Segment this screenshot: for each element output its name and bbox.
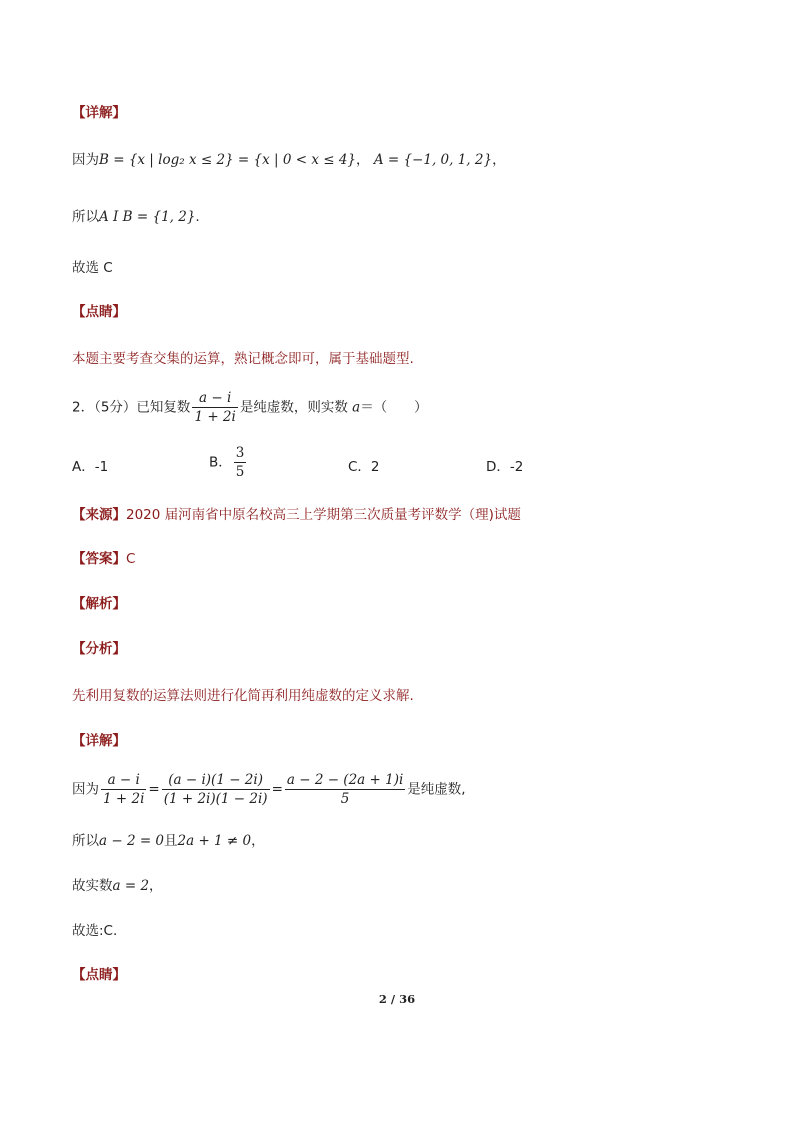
condition-2: 2a + 1 ≠ 0	[177, 833, 252, 849]
analysis-heading	[72, 595, 126, 613]
answer-tag: 【答案】	[72, 551, 126, 567]
equals-sign: =	[148, 781, 160, 798]
source-tag: 【来源】	[72, 507, 126, 523]
option-a: A．-1	[72, 459, 109, 475]
fraction-3-numerator: a − 2 − (2a + 1)i	[286, 772, 404, 788]
line-prefix: 因为	[72, 781, 99, 798]
condition-line	[72, 832, 265, 850]
detail-tag: 【详解】	[72, 733, 126, 749]
option-d: D．-2	[486, 459, 524, 475]
answer-text: C	[126, 551, 136, 567]
detail-heading	[72, 104, 126, 122]
line-end: ，	[149, 878, 163, 894]
set-a-formula: A = {−1, 0, 1, 2}	[373, 152, 493, 168]
fraction-numerator: a − i	[192, 390, 237, 408]
separator: ，	[356, 152, 370, 168]
line-end: ，	[492, 152, 506, 168]
question-prefix: 2．（5分）已知复数	[72, 399, 191, 416]
page-number: 2 / 36	[378, 992, 416, 1006]
detail-heading-2	[72, 732, 126, 750]
set-b-formula: B = {x | log₂ x ≤ 2} = {x | 0 < x ≤ 4}	[99, 152, 357, 168]
fraction-3-denominator: 5	[340, 791, 350, 807]
line-prefix: 所以	[72, 833, 99, 849]
source-text: 2020 届河南省中原名校高三上学期第三次质量考评数学（理)试题	[126, 507, 521, 523]
comment-heading-2	[72, 966, 126, 984]
option-b-denominator: 5	[235, 464, 245, 480]
condition-1: a − 2 = 0	[99, 833, 165, 849]
comment-tag: 【点睛】	[72, 967, 126, 983]
line-end: 是纯虚数,	[407, 781, 466, 798]
comment-tag: 【点睛】	[72, 304, 126, 320]
question-middle: 是纯虚数，则实数	[239, 399, 348, 416]
comment-text: 本题主要考查交集的运算，熟记概念即可，属于基础题型.	[72, 351, 414, 367]
fraction-denominator: 1 + 2i	[194, 409, 236, 425]
fraction-3	[285, 772, 405, 807]
line-prefix: 因为	[72, 152, 99, 168]
option-b-fraction	[234, 445, 247, 480]
line-prefix: 所以	[72, 209, 99, 225]
intersection-formula: A I B = {1, 2}	[99, 209, 196, 225]
fraction-1-denominator: 1 + 2i	[103, 791, 145, 807]
conjunction: 且	[164, 833, 178, 849]
equals-sign: =	[271, 781, 283, 798]
option-b-numerator: 3	[235, 445, 245, 461]
option-b-label: B．	[209, 454, 232, 471]
fenxi-tag: 【分析】	[72, 641, 126, 657]
choice-line-2: 故选:C.	[72, 923, 118, 939]
source-line	[72, 506, 521, 524]
option-b	[209, 445, 248, 480]
intersection-line	[72, 208, 200, 226]
line-end: .	[195, 209, 200, 225]
fenxi-text: 先利用复数的运算法则进行化简再利用纯虚数的定义求解.	[72, 688, 414, 704]
fraction-1-numerator: a − i	[101, 772, 146, 790]
answer-line	[72, 550, 135, 568]
choice-line: 故选 C	[72, 260, 113, 276]
fraction-1	[101, 772, 146, 807]
result-formula: a = 2	[112, 878, 150, 894]
detail-tag: 【详解】	[72, 105, 126, 121]
fraction-2	[162, 772, 270, 807]
fenxi-heading	[72, 640, 126, 658]
question-end: ＝（ ）	[360, 399, 428, 416]
question-2	[72, 390, 428, 425]
analysis-tag: 【解析】	[72, 596, 126, 612]
comment-heading	[72, 303, 126, 321]
result-line	[72, 877, 163, 895]
simplification-line	[72, 772, 466, 807]
option-c: C．2	[348, 459, 380, 475]
fraction-2-denominator: (1 + 2i)(1 − 2i)	[163, 791, 268, 807]
set-b-definition-line	[72, 151, 506, 169]
variable-a: a	[352, 399, 361, 416]
fraction-2-numerator: (a − i)(1 − 2i)	[162, 772, 270, 790]
question-fraction	[192, 390, 237, 425]
line-prefix: 故实数	[72, 878, 113, 894]
line-end: ，	[251, 833, 265, 849]
